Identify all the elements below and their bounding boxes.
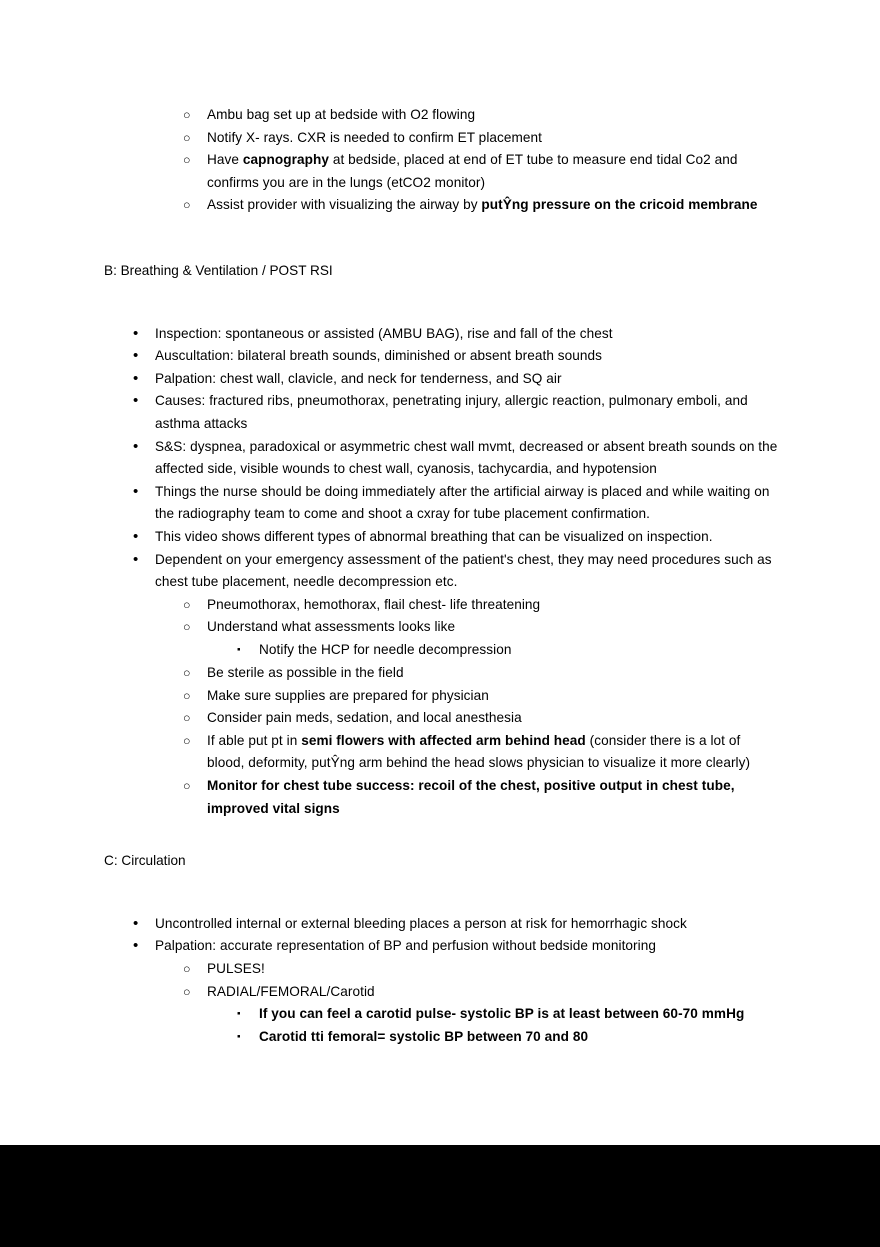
list-item-text (155, 526, 780, 549)
bullet-marker-level1-icon (104, 368, 155, 391)
bullet-glyph: • (133, 437, 139, 455)
bullet-marker-level1-icon (104, 549, 155, 572)
bullet-marker-level2-icon (104, 616, 207, 639)
list-item-text (207, 127, 780, 150)
bullet-marker-level3-icon (104, 1003, 259, 1026)
text-run: Understand what assessments looks like (207, 619, 456, 635)
list-item (104, 390, 780, 435)
list-item-text (155, 549, 780, 594)
text-run: Inspection: spontaneous or assisted (AMBU BAG), rise and fall of the chest (155, 325, 613, 341)
text-run-bold: capnography (242, 152, 329, 168)
text-run: Notify the HCP for needle decompression (259, 641, 512, 657)
list-item-text (155, 935, 780, 958)
bullet-marker-level2-icon (104, 594, 207, 617)
list-item-text (155, 368, 780, 391)
text-run: Have (207, 152, 243, 168)
bullet-glyph: ○ (183, 711, 191, 726)
text-run: RADIAL/FEMORAL/Carotid (207, 983, 375, 999)
bullet-glyph: ○ (183, 198, 191, 213)
text-run: Dependent on your emergency assessment of the patient's chest, they may need procedures such as chest tube placement, needle decompression etc. (155, 551, 772, 590)
list-item (104, 1003, 780, 1026)
section-heading: B: Breathing & Ventilation / POST RSI (104, 262, 333, 278)
list-item (104, 194, 780, 217)
list-item (104, 149, 780, 194)
list-item-text (155, 390, 780, 435)
bullet-glyph: • (133, 324, 139, 342)
text-run: Be sterile as possible in the field (207, 664, 404, 680)
list-item-text (207, 594, 780, 617)
bullet-marker-level2-icon (104, 127, 207, 150)
bullet-marker-level1-icon (104, 526, 155, 549)
bullet-marker-level2-icon (104, 662, 207, 685)
bullet-marker-level1-icon (104, 323, 155, 346)
text-run-bold: semi flowers with affected arm behind head (301, 732, 586, 748)
bullet-marker-level2-icon (104, 775, 207, 798)
bullet-glyph: ○ (183, 961, 191, 976)
bullet-glyph: • (133, 347, 139, 365)
text-run-bold: putŶng pressure on the cricoid membrane (481, 197, 758, 213)
text-run: Causes: fractured ribs, pneumothorax, penetrating injury, allergic reaction, pulmonary emboli, and asthma attacks (155, 393, 748, 431)
list-item-text (259, 1003, 780, 1026)
bullet-glyph: ▪ (237, 1031, 241, 1043)
list-item (104, 639, 780, 662)
bullet-marker-level2-icon (104, 685, 207, 708)
list-item-text (207, 104, 780, 127)
text-run: Palpation: accurate representation of BP and perfusion without bedside monitoring (155, 938, 656, 954)
text-run: at bedside, placed at end of ET tube to measure end tidal Co2 and confirms you are in the lungs (etCO2 monitor) (207, 152, 738, 190)
heading-spacer (104, 873, 780, 913)
bullet-marker-level2-icon (104, 981, 207, 1004)
bullet-marker-level2-icon (104, 730, 207, 753)
footer-black-bar (0, 1145, 880, 1247)
bullet-glyph: ○ (183, 108, 191, 122)
bullet-glyph: • (133, 914, 139, 932)
list-item (104, 345, 780, 368)
bullet-glyph: • (133, 527, 139, 545)
bullet-glyph: • (133, 392, 139, 410)
list-item (104, 707, 780, 730)
list-item (104, 662, 780, 685)
text-run: (consider there is a lot of blood, deformity, putŶng arm behind the head slows physician to visualize it more clearly) (207, 732, 751, 771)
list-item (104, 526, 780, 549)
heading-spacer (104, 283, 780, 323)
document-body (104, 104, 780, 1049)
bullet-glyph: ○ (183, 130, 191, 145)
list-item (104, 981, 780, 1004)
list-item-text (207, 616, 780, 639)
list-item (104, 127, 780, 150)
list-item-text (155, 913, 780, 936)
bullet-marker-level1-icon (104, 436, 155, 459)
bullet-glyph: ○ (183, 733, 191, 748)
list-item-text (207, 981, 780, 1004)
list-item-text (207, 194, 780, 217)
list-item-text (207, 775, 780, 820)
list-item (104, 935, 780, 958)
text-run: Uncontrolled internal or external bleeding places a person at risk for hemorrhagic shock (155, 915, 687, 931)
section-spacer (104, 230, 780, 260)
list-item (104, 913, 780, 936)
list-item (104, 958, 780, 981)
bullet-glyph: • (133, 482, 139, 500)
bullet-marker-level1-icon (104, 913, 155, 936)
text-run: Auscultation: bilateral breath sounds, diminished or absent breath sounds (155, 348, 603, 364)
bullet-marker-level1-icon (104, 481, 155, 504)
list-item-text (207, 730, 780, 775)
bullet-marker-level1-icon (104, 345, 155, 368)
bullet-glyph: • (133, 937, 139, 955)
list-item (104, 594, 780, 617)
text-run-bold: Monitor for chest tube success: recoil of the chest, positive output in chest tube, improved vital signs (207, 777, 735, 816)
bullet-glyph: • (133, 369, 139, 387)
bullet-glyph: ▪ (237, 1008, 241, 1020)
bullet-glyph: ○ (183, 620, 191, 635)
text-run: Things the nurse should be doing immediately after the artificial airway is placed and while waiting on the radiography team to come and shoot a cxray for tube placement confirmation. (155, 483, 770, 522)
text-run-bold: If you can feel a carotid pulse- systolic BP is at least between 60-70 mmHg (259, 1006, 745, 1022)
list-item (104, 1026, 780, 1049)
text-run: S&S: dyspnea, paradoxical or asymmetric chest wall mvmt, decreased or absent breath sounds on the affected side, visible wounds to chest wall, cyanosis, tachycardia, and hypotension (155, 438, 778, 477)
bullet-glyph: ○ (183, 688, 191, 703)
bullet-glyph: ○ (183, 665, 191, 680)
list-item-text (207, 662, 780, 685)
list-item (104, 104, 780, 127)
list-item (104, 323, 780, 346)
text-run: Ambu bag set up at bedside with O2 flowing (207, 107, 476, 122)
bullet-marker-level1-icon (104, 935, 155, 958)
text-run: Consider pain meds, sedation, and local anesthesia (207, 710, 522, 726)
bullet-glyph: ○ (183, 778, 191, 793)
text-run: Pneumothorax, hemothorax, flail chest- life threatening (207, 596, 541, 612)
list-item (104, 685, 780, 708)
bullet-glyph: ○ (183, 153, 191, 168)
text-run: Palpation: chest wall, clavicle, and neck for tenderness, and SQ air (155, 370, 562, 386)
text-run: This video shows different types of abnormal breathing that can be visualized on inspection. (155, 528, 713, 544)
list-item-text (155, 436, 780, 481)
bullet-marker-level2-icon (104, 958, 207, 981)
list-item (104, 368, 780, 391)
list-item-text (155, 323, 780, 346)
list-item-text (207, 149, 780, 194)
bullet-glyph: • (133, 550, 139, 568)
section-heading: C: Circulation (104, 853, 186, 869)
list-item (104, 436, 780, 481)
bullet-glyph: ○ (183, 597, 191, 612)
list-item-text (207, 685, 780, 708)
bullet-marker-level1-icon (104, 390, 155, 413)
text-run: Make sure supplies are prepared for physician (207, 687, 489, 703)
section-spacer (104, 820, 780, 850)
list-item-text (207, 958, 780, 981)
list-item-text (259, 639, 780, 662)
bullet-marker-level2-icon (104, 104, 207, 127)
list-item (104, 775, 780, 820)
bullet-marker-level3-icon (104, 1026, 259, 1049)
list-item-text (207, 707, 780, 730)
list-item-text (259, 1026, 780, 1049)
list-item (104, 730, 780, 775)
list-item (104, 481, 780, 526)
list-item-text (155, 481, 780, 526)
text-run: Notify X- rays. CXR is needed to confirm ET placement (207, 129, 543, 145)
bullet-marker-level2-icon (104, 707, 207, 730)
bullet-marker-level2-icon (104, 194, 207, 217)
bullet-glyph: ○ (183, 984, 191, 999)
bullet-marker-level2-icon (104, 149, 207, 172)
text-run: PULSES! (207, 960, 265, 976)
text-run-bold: Carotid tti femoral= systolic BP between 70 and 80 (259, 1029, 589, 1045)
list-item (104, 549, 780, 594)
text-run: If able put pt in (207, 732, 302, 748)
list-item (104, 616, 780, 639)
text-run: Assist provider with visualizing the airway by (207, 197, 482, 213)
bullet-glyph: ▪ (237, 644, 241, 656)
block-spacer (104, 217, 780, 230)
list-item-text (155, 345, 780, 368)
bullet-marker-level3-icon (104, 639, 259, 662)
